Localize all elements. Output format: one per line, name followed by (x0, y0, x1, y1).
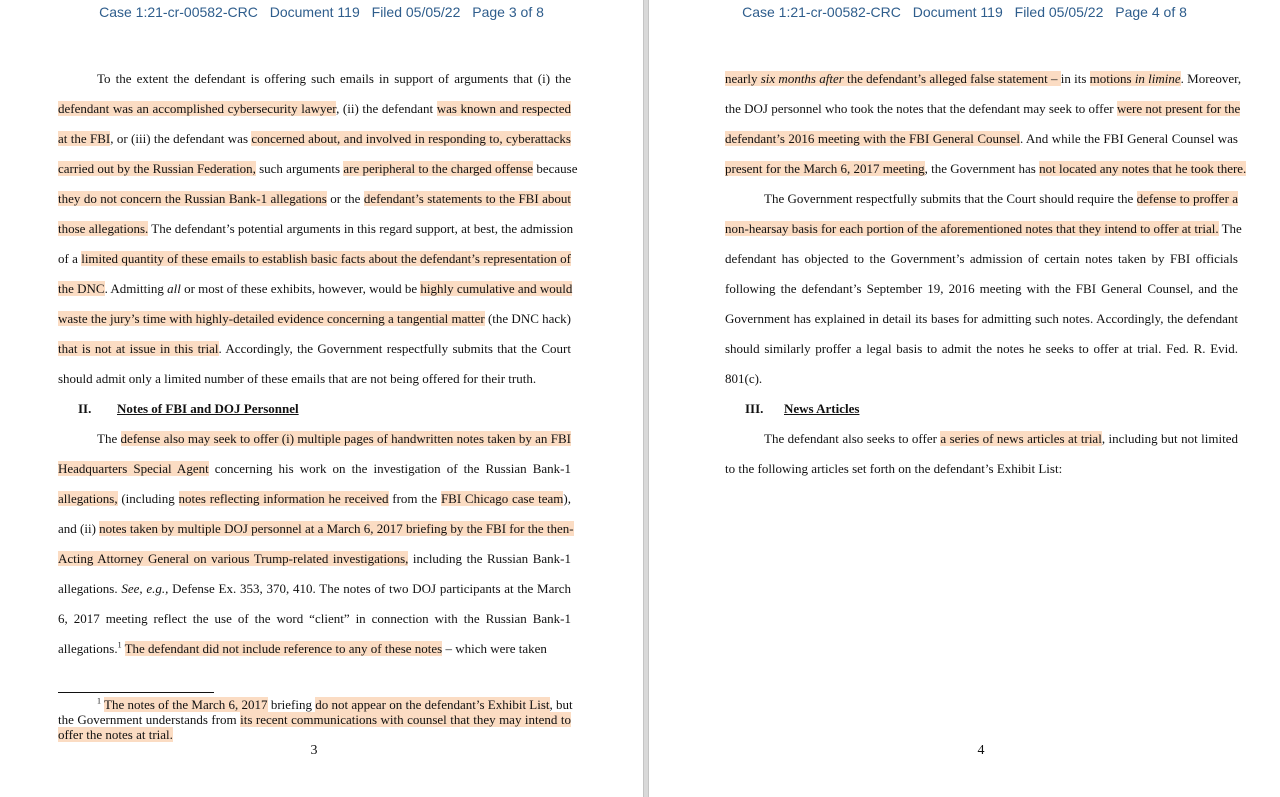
highlighted-text: do not appear on the defendant’s Exhibit List (315, 697, 550, 712)
text-run: The defendant’s potential arguments in this regard support, at best, the admission (148, 221, 574, 236)
text-run: . Admitting (104, 281, 168, 296)
text-line (58, 274, 571, 304)
text-line (58, 364, 571, 394)
highlighted-text: the DNC (58, 281, 105, 296)
highlighted-text: FBI Chicago case team (440, 491, 564, 506)
text-line (58, 64, 571, 94)
text-line (58, 634, 571, 664)
text-line (725, 454, 1238, 484)
text-line (58, 514, 574, 544)
highlighted-text: highly cumulative and would (420, 281, 573, 296)
section-heading (58, 394, 571, 424)
text-run: 801(c). (725, 371, 763, 386)
text-run: briefing (267, 697, 316, 712)
text-line (58, 604, 571, 634)
highlighted-text: they do not concern the Russian Bank-1 allegations (58, 191, 327, 206)
page-4-body (725, 64, 1247, 484)
highlighted-text: six months after (760, 71, 844, 86)
document-number: Document 119 (269, 4, 360, 20)
case-number: Case 1:21-cr-00582-CRC (742, 4, 901, 20)
text-run: See, e.g., (121, 581, 169, 596)
footnote-1 (58, 697, 571, 742)
text-line (58, 424, 571, 454)
text-run: allegations. (58, 581, 122, 596)
highlighted-text: nearly (725, 71, 761, 86)
highlighted-text: are peripheral to the charged offense (343, 161, 534, 176)
text-run: in its (1060, 71, 1090, 86)
text-run: following the defendant’s September 19, 2016 meeting with the FBI General Counsel, and the (725, 281, 1238, 296)
text-run: should similarly proffer a legal basis to admit the notes he seeks to offer at trial. Fed. R. Evid. (725, 341, 1238, 356)
highlighted-text: that is not at issue in this trial (58, 341, 219, 356)
text-run: of a (58, 251, 82, 266)
text-run: (including (117, 491, 179, 506)
text-run: . And while the FBI General Counsel was (1019, 131, 1238, 146)
highlighted-text: were not present for the (1116, 101, 1241, 116)
section-number: II. (78, 401, 92, 416)
highlighted-text: concerned about, and involved in responding to, cyberattacks (251, 131, 571, 146)
text-line (725, 424, 1238, 454)
text-run: The defendant also seeks to offer (764, 431, 941, 446)
highlighted-text: defendant’s statements to the FBI about (363, 191, 571, 206)
text-line (725, 274, 1238, 304)
text-run: The (1218, 221, 1242, 236)
text-run: . Accordingly, the Government respectfully submits that the Court (218, 341, 571, 356)
text-line (58, 244, 571, 274)
text-line (725, 94, 1241, 124)
text-line (725, 124, 1238, 154)
text-line (725, 304, 1238, 334)
footnote-line (58, 712, 571, 727)
text-run: or the (326, 191, 364, 206)
highlighted-text: not located any notes that he took there. (1039, 161, 1247, 176)
text-line (725, 154, 1247, 184)
highlighted-text: those allegations. (58, 221, 149, 236)
highlighted-text: defense to proffer a (1136, 191, 1238, 206)
highlighted-text: waste the jury’s time with highly-detailed evidence concerning a tangential matter (58, 311, 485, 326)
text-run: , or (iii) the defendant was (110, 131, 252, 146)
text-line (58, 484, 571, 514)
text-run: , including but not limited (1101, 431, 1238, 446)
document-number: Document 119 (912, 4, 1003, 20)
text-run: should admit only a limited number of these emails that are not being offered for their truth. (58, 371, 537, 386)
highlighted-text: its recent communications with counsel that they may intend to (240, 712, 572, 727)
text-run: the DOJ personnel who took the notes that the defendant may seek to offer (725, 101, 1117, 116)
text-line (725, 184, 1238, 214)
highlighted-text: notes reflecting information he received (178, 491, 389, 506)
text-run: ), (563, 491, 571, 506)
highlighted-text: defendant’s 2016 meeting with the FBI General Counsel (725, 131, 1020, 146)
text-run: or most of these exhibits, however, would be (180, 281, 421, 296)
page-header (0, 4, 643, 20)
text-run: Government has explained in detail its bases for admitting such notes. Accordingly, the defendant (725, 311, 1238, 326)
section-title: News Articles (784, 401, 860, 416)
highlighted-text: non-hearsay basis for each portion of the aforementioned notes that they intend to offer at trial. (725, 221, 1219, 236)
text-run: from the (388, 491, 441, 506)
text-run: because (533, 161, 578, 176)
page-number: 3 (310, 743, 318, 758)
filed-date: Filed 05/05/22 (1014, 4, 1104, 20)
text-run: such arguments (255, 161, 344, 176)
text-run: the Government understands from (58, 712, 241, 727)
highlighted-text: notes taken by multiple DOJ personnel at a March 6, 2017 briefing by the FBI for the then- (99, 521, 574, 536)
highlighted-text: offer the notes at trial. (58, 727, 173, 742)
footnote-line (58, 727, 571, 742)
highlighted-text: Headquarters Special Agent (58, 461, 209, 476)
text-run: Defense Ex. 353, 370, 410. The notes of two DOJ participants at the March (168, 581, 571, 596)
highlighted-text: The defendant did not include reference to any of these notes (124, 641, 443, 656)
highlighted-text: The notes of the March 6, 2017 (104, 697, 268, 712)
highlighted-text: defense also may seek to offer (i) multiple pages of handwritten notes taken by an FBI (120, 431, 571, 446)
page-indicator: Page 4 of 8 (1115, 4, 1187, 20)
text-line (725, 214, 1242, 244)
highlighted-text: the defendant’s alleged false statement – (843, 71, 1061, 86)
page-indicator: Page 3 of 8 (472, 4, 544, 20)
text-line (725, 364, 1238, 394)
highlighted-text: at the FBI (58, 131, 111, 146)
page-header (649, 4, 1280, 20)
highlighted-text: a series of news articles at trial (940, 431, 1102, 446)
page-number: 4 (977, 743, 985, 758)
text-run: and (ii) (58, 521, 100, 536)
text-run: . Moreover, (1180, 71, 1242, 86)
text-run: To the extent the defendant is offering such emails in support of arguments that (i) the (97, 71, 571, 86)
text-run: (the DNC hack) (484, 311, 572, 326)
highlighted-text: was known and respected (436, 101, 571, 116)
text-run: to the following articles set forth on the defendant’s Exhibit List: (725, 461, 1063, 476)
highlighted-text: present for the March 6, 2017 meeting (725, 161, 925, 176)
highlighted-text: in limine (1134, 71, 1181, 86)
text-line (58, 544, 571, 574)
highlighted-text: Acting Attorney General on various Trump-related investigations, (58, 551, 409, 566)
text-run: , (ii) the defendant (336, 101, 437, 116)
highlighted-text: defendant was an accomplished cybersecurity lawyer (58, 101, 337, 116)
text-line (58, 304, 571, 334)
text-line (58, 454, 571, 484)
section-number: III. (745, 401, 764, 416)
footnote-marker: 1 (97, 696, 101, 706)
text-run: The (97, 431, 121, 446)
highlighted-text: motions (1089, 71, 1135, 86)
text-run: The Government respectfully submits that the Court should require the (764, 191, 1137, 206)
highlighted-text: allegations, (58, 491, 118, 506)
footnote-marker: 1 (117, 640, 122, 650)
text-run: all (167, 281, 181, 296)
section-title: Notes of FBI and DOJ Personnel (117, 401, 299, 416)
text-line (725, 244, 1238, 274)
page-3-body (58, 64, 578, 664)
text-line (58, 184, 571, 214)
text-run: , but (549, 697, 573, 712)
text-line (58, 214, 574, 244)
case-number: Case 1:21-cr-00582-CRC (99, 4, 258, 20)
text-run: concerning his work on the investigation of the Russian Bank-1 (208, 461, 571, 476)
text-line (58, 94, 571, 124)
text-line (725, 334, 1238, 364)
text-line (58, 124, 571, 154)
text-line (58, 574, 571, 604)
highlighted-text: limited quantity of these emails to establish basic facts about the defendant’s representation of (81, 251, 571, 266)
filed-date: Filed 05/05/22 (371, 4, 461, 20)
text-run: including the Russian Bank-1 (408, 551, 571, 566)
text-run: defendant has objected to the Government’s admission of certain notes taken by FBI officials (725, 251, 1238, 266)
text-line (58, 334, 571, 364)
footnote-line (58, 697, 571, 712)
text-line (58, 154, 578, 184)
text-line (725, 64, 1242, 94)
highlighted-text: carried out by the Russian Federation, (58, 161, 256, 176)
text-run: – which were taken (442, 641, 547, 656)
section-heading (725, 394, 1238, 424)
text-run: 6, 2017 meeting reflect the use of the word “client” in connection with the Russian Bank-1 (58, 611, 571, 626)
text-run: allegations. (58, 641, 118, 656)
footnote-rule (58, 692, 214, 693)
text-run: , the Government has (924, 161, 1040, 176)
